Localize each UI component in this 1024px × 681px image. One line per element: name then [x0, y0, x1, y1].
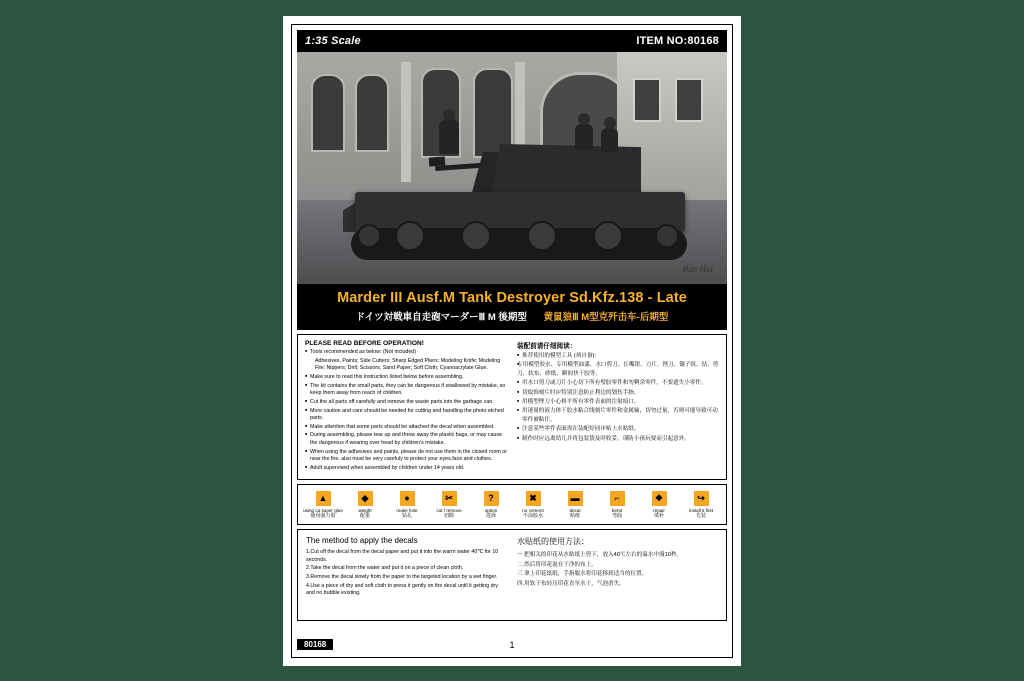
- legend-item-make-hole: [386, 491, 428, 520]
- legend-item-install-it-first: [680, 491, 722, 520]
- page-number: 1: [509, 640, 515, 650]
- road-wheel: [395, 221, 425, 251]
- warning-item: ■ Make sure to read this instruction listed below before assembling.: [305, 374, 507, 382]
- legend-label-en: using ca super glue: [303, 507, 343, 513]
- legend-label-cn: 切除: [443, 513, 454, 520]
- warning-cn-item: ■ 用模型锉刀小心修平所有零件表面的注射痕口。: [517, 398, 719, 406]
- drill-icon: ●: [400, 491, 415, 506]
- decal-step: 2.Take the decal from the water and put it on a piece of clean cloth.: [306, 565, 464, 572]
- title-chinese: 黄鼠狼Ⅲ M型克歼击车-后期型: [543, 312, 669, 323]
- sheet-border: [291, 24, 733, 658]
- legend-label-en: make hole: [396, 507, 418, 513]
- legend-label-cn: 贴纸: [569, 513, 580, 520]
- no-cement-icon: ✖: [526, 491, 541, 506]
- decal-heading-en: The method to apply the decals: [306, 535, 418, 545]
- box-art-photo: [297, 52, 727, 284]
- decal-heading-cn: 水贴纸的使用方法：: [517, 536, 589, 546]
- track: [351, 228, 687, 260]
- legend-item-repair: [638, 491, 680, 520]
- warning-item: Adhesives, Paints; Side Cutters; Sharp Edged Pliers; Modeling Knife; Modeling File; Nippers; Drill; Scissors; Sand Paper; Soft Cloth; Cyanoacrylate Glue.: [315, 357, 501, 372]
- legend-label-en: install it first: [689, 507, 713, 513]
- warnings-panel: [297, 334, 727, 480]
- warning-cn-item: ■ 注意某些零件表面需在装配好同步贴上水贴纸。: [517, 425, 719, 433]
- decal-chinese-column: [517, 536, 718, 614]
- legend-label-cn: 先装: [695, 513, 706, 520]
- window: [311, 74, 345, 152]
- superstructure: [491, 144, 641, 196]
- crew-figure: [575, 124, 593, 150]
- legend-item-decal: [554, 491, 596, 520]
- legend-label-en: decal: [569, 507, 581, 513]
- warning-item: ■ More caution and care should be needed for cutting and handling the photo etched parts.: [305, 408, 507, 423]
- decal-steps-cn: [517, 551, 718, 589]
- decal-steps-en: [306, 549, 507, 598]
- item-number-label: ITEM NO:80168: [636, 35, 719, 47]
- title-english: Marder III Ausf.M Tank Destroyer Sd.Kfz.138 - Late: [337, 290, 687, 306]
- legend-label-cn: 不涂胶水: [522, 513, 543, 520]
- footer-item-number: 80168: [297, 639, 333, 650]
- road-wheel: [527, 221, 557, 251]
- title-block: [297, 284, 727, 330]
- decal-step-cn: 四.用软干布轻压印花直至水干，气泡消失。: [517, 580, 625, 587]
- legend-label-cn: 选择: [485, 513, 496, 520]
- crew-head: [578, 113, 590, 125]
- title-japanese: ドイツ対戦車自走砲マーダーⅢ M 後期型: [355, 312, 527, 323]
- crew-figure: [601, 128, 618, 152]
- warning-item: ■ When using the adhesives and paints, please do not use them in the closed room or near the fire, also must be very carefuly to protect your eyes,face and clothes.: [305, 449, 507, 464]
- warning-cn-item: ■ 用水口剪刀或刀片小心切下所有璧胶零件和勿剩余零件，不要遗失小零件。: [517, 379, 719, 387]
- road-wheel: [461, 221, 491, 251]
- warning-item: ■ Make attention that some parts should be attached the decal when assembled.: [305, 424, 507, 432]
- warnings-list: [305, 349, 507, 472]
- decal-english-column: [306, 536, 507, 614]
- legend-item-no-cement: [512, 491, 554, 520]
- title-subtitle: [297, 309, 727, 323]
- legend-label-en: option: [484, 507, 498, 513]
- marder-iii-tank-illustration: [343, 116, 703, 266]
- crew-head: [604, 117, 616, 129]
- warnings-heading: PLEASE READ BEFORE OPERATION!: [305, 340, 424, 347]
- artist-signature: Ran Hui: [682, 264, 713, 274]
- header-bar: [297, 30, 727, 52]
- crew-head: [443, 109, 455, 121]
- legend-label-cn: 配重: [359, 513, 370, 520]
- scale-label: 1:35 Scale: [305, 35, 361, 47]
- legend-label-en: weight: [358, 507, 372, 513]
- legend-item-cut-remove: [428, 491, 470, 520]
- idler-wheel: [655, 224, 679, 248]
- road-wheel: [593, 221, 623, 251]
- decal-step-cn: 二.然后将印花混在于净的布上。: [517, 561, 597, 568]
- warning-cn-item: ■ 专用模型胶水、专用模型油漆、水口剪刀、长嘴钳、刀片、锉刀、镊子组、钻、剪刀、软布、砂纸、瞬间快干胶等。: [517, 361, 719, 378]
- decal-step: 3.Remove the decal slowly from the paper to the targeted location by a wet finger.: [306, 573, 498, 580]
- legend-label-en: bend: [611, 507, 623, 513]
- instruction-sheet-page: [283, 16, 741, 666]
- legend-item-bend: [596, 491, 638, 520]
- footer: [297, 639, 727, 653]
- drive-sprocket: [357, 224, 381, 248]
- legend-label-cn: 填补: [653, 513, 664, 520]
- legend-label-en: no cement: [522, 507, 544, 513]
- legend-label-cn: 使用强力胶: [310, 513, 336, 520]
- glue-icon: ▲: [316, 491, 331, 506]
- icon-legend-strip: [297, 484, 727, 525]
- legend-label-en: cut / remove: [436, 507, 462, 513]
- question-mark-icon: ?: [484, 491, 499, 506]
- crew-figure: [439, 120, 459, 154]
- repair-icon: ❖: [652, 491, 667, 506]
- legend-label-cn: 钻孔: [401, 513, 412, 520]
- legend-label-cn: 弯曲: [611, 513, 622, 520]
- warnings-cn-list: [517, 352, 719, 443]
- muzzle-brake: [429, 156, 446, 166]
- bend-icon: ⌐: [610, 491, 625, 506]
- scissors-icon: ✂: [442, 491, 457, 506]
- warning-item: ■ The kit contains the small parts, they can be dangerous if swallowed by mistake, so keep them away from reach of children.: [305, 383, 507, 398]
- decal-instructions-panel: [297, 529, 727, 621]
- warning-cn-item: ■ 推荐使用的模型工具 (须自备)：: [517, 352, 719, 360]
- decal-step: 1.Cut off the decal from the decal paper and put it into the warm water 40℃ for 10 seconds.: [306, 548, 499, 563]
- legend-item-using-ca-super-glue: [302, 491, 344, 520]
- decal-step-cn: 三.拿上印花纸纸，手指服水将印花移到适当的位置。: [517, 571, 648, 578]
- warnings-chinese-column: [517, 340, 719, 474]
- decal-step-cn: 一.把相关的印花从水贴纸上剪下，放入40℃左右的温水中漫10秒。: [517, 551, 683, 558]
- warning-item: ■ Adult supervised when assembled by children under 14 years old.: [305, 465, 507, 473]
- warning-item: ■ During assembling, please tear up and throw away the plastic bags, or may cause the dangerous if wearing over head by children's mistake.: [305, 432, 507, 447]
- warning-cn-item: ■ 制作时应远离幼儿并将包装袋及时收妥，谨防小孩玩耍而引起意外。: [517, 435, 719, 443]
- warnings-english-column: [305, 340, 507, 474]
- decal-step: 4.Use a piece of dry and soft cloth to press it gently on the decal until it getting dry and no bubble existing.: [306, 582, 498, 597]
- warning-item: ■ Tools recommended as below: (Not included): [305, 349, 507, 357]
- legend-label-en: repair: [653, 507, 665, 513]
- install-first-icon: ↪: [694, 491, 709, 506]
- decal-icon: ▬: [568, 491, 583, 506]
- legend-item-option: [470, 491, 512, 520]
- warnings-cn-heading: 装配前请仔细阅读：: [517, 343, 577, 350]
- warning-cn-item: ■ 用迷量的液力体干胶水粘合线刻片零件和金属轴，切勿过量，否则可能导致可动零件被粘住。: [517, 407, 719, 424]
- warning-cn-item: ■ 切取饰刻片时应特别注意防止利边的划伤手指。: [517, 389, 719, 397]
- warning-item: ■ Cut the all parts off carefully and remove the waste parts into the garbage can.: [305, 399, 507, 407]
- weight-icon: ◆: [358, 491, 373, 506]
- legend-item-weight: [344, 491, 386, 520]
